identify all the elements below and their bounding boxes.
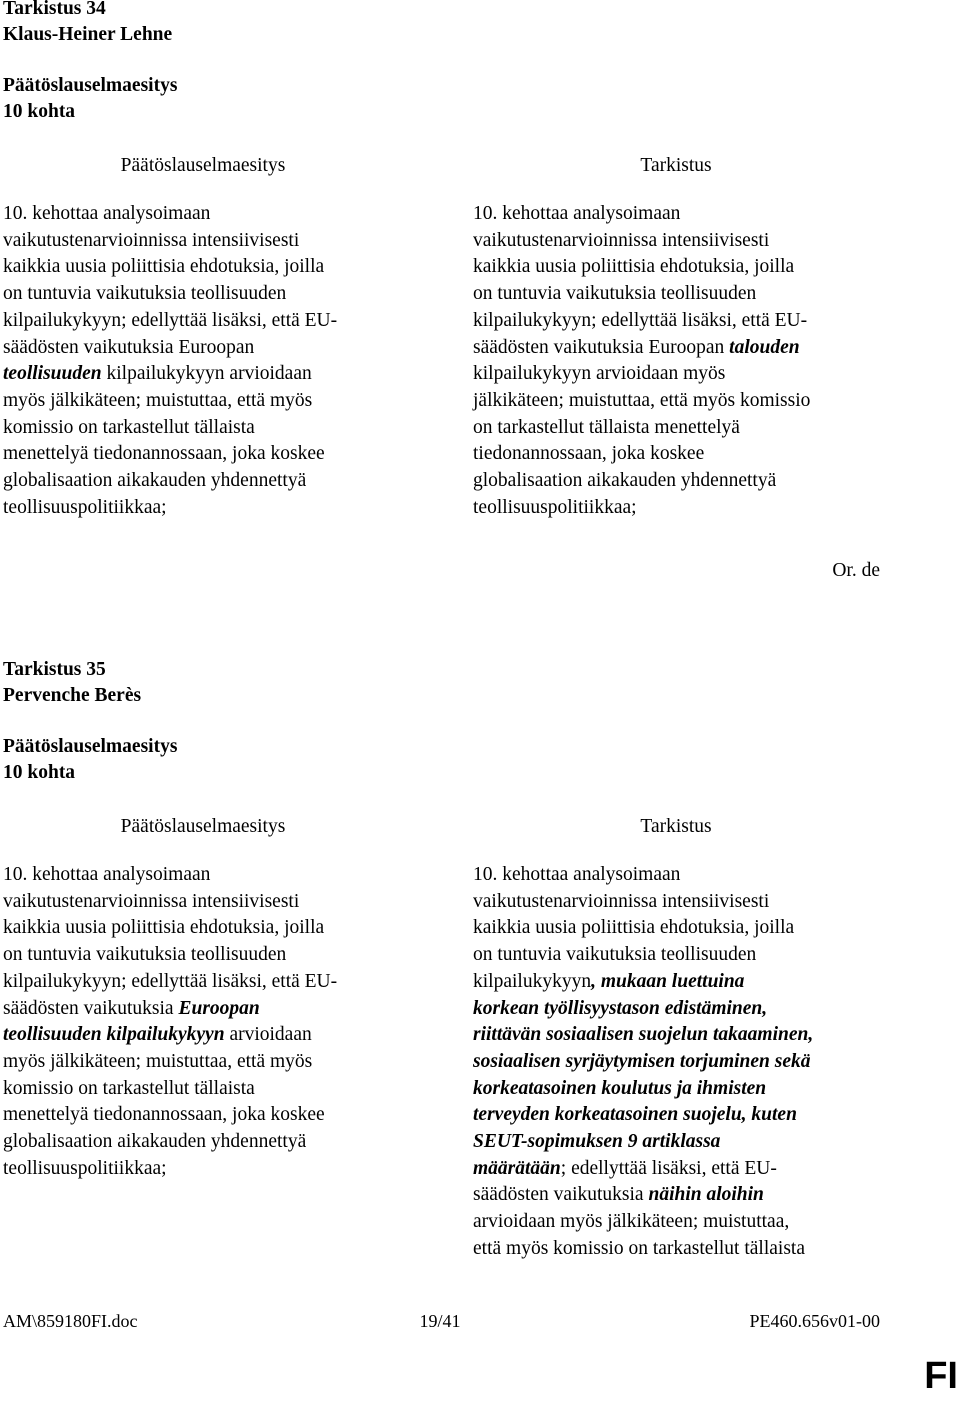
- text-segment: komissio on tarkastellut tällaista: [3, 416, 255, 438]
- text-line: [3, 1102, 337, 1129]
- text-segment: vaikutustenarvioinnissa intensiivisesti: [473, 890, 770, 912]
- text-line: [3, 281, 337, 308]
- text-segment: on tuntuvia vaikutuksia teollisuuden: [473, 283, 757, 305]
- text-segment: teollisuuspolitiikkaa;: [3, 1157, 167, 1179]
- text-line: [473, 308, 810, 335]
- text-line: [3, 862, 337, 889]
- amended-text: teollisuuden kilpailukykyyn: [3, 1024, 225, 1046]
- text-segment: vaikutustenarvioinnissa intensiivisesti: [3, 229, 300, 251]
- text-line: [3, 996, 337, 1023]
- text-line: [473, 468, 810, 495]
- text-line: [3, 388, 337, 415]
- text-segment: kilpailukykyyn; edellyttää lisäksi, että EU-: [473, 309, 808, 331]
- text-segment: ; edellyttää lisäksi, että EU-: [560, 1157, 777, 1179]
- text-line: [473, 1236, 813, 1263]
- text-segment: teollisuuspolitiikkaa;: [473, 496, 637, 518]
- text-line: [473, 996, 813, 1023]
- text-segment: komissio on tarkastellut tällaista: [3, 1077, 255, 1099]
- amended-text: riittävän sosiaalisen suojelun takaaminen,: [473, 1024, 814, 1046]
- text-segment: arvioidaan myös jälkikäteen; muistuttaa,: [473, 1211, 790, 1233]
- text-line: [3, 468, 337, 495]
- text-line: [3, 254, 337, 281]
- text-segment: 10. kehottaa analysoimaan: [473, 864, 681, 885]
- text-line: [473, 201, 810, 228]
- text-line: [3, 441, 337, 468]
- amendment-35-left-header: Päätöslauselmaesitys: [120, 816, 286, 837]
- amended-text: teollisuuden: [3, 363, 102, 385]
- amended-text: , mukaan luettuina: [591, 970, 745, 992]
- text-line: [473, 1076, 813, 1103]
- text-segment: kilpailukykyyn; edellyttää lisäksi, että EU-: [3, 309, 338, 331]
- text-line: [473, 1129, 813, 1156]
- footer-doc-ref: AM\859180FI.doc: [3, 1311, 138, 1331]
- text-segment: 10. kehottaa analysoimaan: [3, 864, 211, 885]
- amendment-35-left-text: [3, 862, 337, 1182]
- text-line: [473, 281, 810, 308]
- amendment-35-right-text: [473, 862, 813, 1263]
- amendment-34-right-header: Tarkistus: [640, 155, 712, 176]
- amended-text: Euroopan: [178, 997, 260, 1019]
- text-line: [3, 1049, 337, 1076]
- text-segment: säädösten vaikutuksia: [473, 1184, 649, 1206]
- amendment-34-origin: Or. de: [832, 560, 880, 581]
- text-line: [3, 308, 337, 335]
- text-segment: arvioidaan: [224, 1024, 312, 1046]
- text-segment: globalisaation aikakauden yhdennettyä: [3, 470, 307, 492]
- text-line: [473, 969, 813, 996]
- amendment-34-author: Klaus-Heiner Lehne: [3, 24, 173, 45]
- text-line: [3, 1022, 337, 1049]
- text-line: [3, 415, 337, 442]
- text-line: [473, 415, 810, 442]
- text-segment: että myös komissio on tarkastellut tällaista: [473, 1237, 805, 1259]
- text-segment: säädösten vaikutuksia Euroopan: [3, 336, 255, 358]
- text-segment: myös jälkikäteen; muistuttaa, että myös: [3, 1050, 313, 1072]
- text-segment: säädösten vaikutuksia Euroopan: [473, 336, 730, 358]
- text-line: [473, 388, 810, 415]
- text-line: [3, 1076, 337, 1103]
- text-line: [3, 228, 337, 255]
- amended-text: sosiaalisen syrjäytymisen torjuminen sekä: [473, 1050, 811, 1072]
- text-line: [3, 969, 337, 996]
- text-line: [3, 1156, 337, 1183]
- footer-pe-ref: PE460.656v01-00: [749, 1311, 880, 1331]
- text-segment: myös jälkikäteen; muistuttaa, että myös: [3, 389, 313, 411]
- text-segment: globalisaation aikakauden yhdennettyä: [3, 1131, 307, 1153]
- amendment-34-point: 10 kohta: [3, 101, 76, 122]
- text-line: [473, 228, 810, 255]
- text-segment: 10. kehottaa analysoimaan: [3, 203, 211, 224]
- text-line: [473, 1102, 813, 1129]
- text-line: [3, 201, 337, 228]
- text-segment: kilpailukykyyn: [473, 970, 592, 992]
- text-segment: teollisuuspolitiikkaa;: [3, 496, 167, 518]
- text-line: [473, 1182, 813, 1209]
- text-line: [473, 889, 813, 916]
- text-line: [473, 1049, 813, 1076]
- amendment-35-title: Tarkistus 35: [3, 659, 106, 680]
- text-line: [3, 361, 337, 388]
- text-segment: on tuntuvia vaikutuksia teollisuuden: [473, 944, 757, 966]
- amendment-35-point: 10 kohta: [3, 762, 76, 783]
- text-line: [3, 942, 337, 969]
- text-line: [3, 495, 337, 522]
- text-segment: on tuntuvia vaikutuksia teollisuuden: [3, 944, 287, 966]
- footer-language-code: FI: [924, 1355, 958, 1397]
- text-line: [473, 495, 810, 522]
- amended-text: SEUT-sopimuksen 9 artiklassa: [473, 1131, 721, 1153]
- text-segment: 10. kehottaa analysoimaan: [473, 203, 681, 224]
- footer-page-number: 19/41: [419, 1311, 461, 1331]
- text-segment: tiedonannossaan, joka koskee: [473, 443, 705, 465]
- text-segment: menettelyä tiedonannossaan, joka koskee: [3, 1104, 325, 1126]
- text-segment: menettelyä tiedonannossaan, joka koskee: [3, 443, 325, 465]
- text-segment: on tuntuvia vaikutuksia teollisuuden: [3, 283, 287, 305]
- amended-text: korkeatasoinen koulutus ja ihmisten: [473, 1077, 767, 1099]
- text-segment: on tarkastellut tällaista menettelyä: [473, 416, 740, 438]
- text-line: [3, 889, 337, 916]
- text-line: [3, 915, 337, 942]
- amended-text: talouden: [729, 336, 800, 358]
- amendment-35-author: Pervenche Berès: [3, 685, 142, 706]
- text-segment: kaikkia uusia poliittisia ehdotuksia, joilla: [3, 917, 325, 939]
- amended-text: näihin aloihin: [648, 1184, 764, 1206]
- amended-text: korkean työllisyystason edistäminen,: [473, 997, 768, 1019]
- text-line: [473, 1209, 813, 1236]
- text-segment: jälkikäteen; muistuttaa, että myös komissio: [473, 389, 811, 411]
- text-segment: säädösten vaikutuksia: [3, 997, 179, 1019]
- text-segment: kilpailukykyyn arvioidaan: [101, 363, 312, 385]
- text-segment: vaikutustenarvioinnissa intensiivisesti: [3, 890, 300, 912]
- amendment-34-left-header: Päätöslauselmaesitys: [120, 155, 286, 176]
- text-line: [473, 1022, 813, 1049]
- text-line: [473, 335, 810, 362]
- text-line: [473, 1156, 813, 1183]
- amended-text: määrätään: [473, 1157, 561, 1179]
- amendment-34-motion-label: Päätöslauselmaesitys: [3, 75, 178, 96]
- amended-text: terveyden korkeatasoinen suojelu, kuten: [473, 1104, 797, 1126]
- text-line: [473, 361, 810, 388]
- text-segment: kilpailukykyyn; edellyttää lisäksi, että EU-: [3, 970, 338, 992]
- text-line: [473, 441, 810, 468]
- amendment-35-motion-label: Päätöslauselmaesitys: [3, 736, 178, 757]
- text-line: [3, 335, 337, 362]
- text-segment: globalisaation aikakauden yhdennettyä: [473, 470, 777, 492]
- amendment-34-left-text: [3, 201, 337, 521]
- text-segment: kaikkia uusia poliittisia ehdotuksia, joilla: [473, 256, 795, 278]
- amendment-34-title: Tarkistus 34: [3, 0, 106, 19]
- text-segment: vaikutustenarvioinnissa intensiivisesti: [473, 229, 770, 251]
- text-line: [473, 254, 810, 281]
- text-segment: kilpailukykyyn arvioidaan myös: [473, 363, 726, 385]
- text-segment: kaikkia uusia poliittisia ehdotuksia, joilla: [473, 917, 795, 939]
- amendment-35-right-header: Tarkistus: [640, 816, 712, 837]
- text-segment: kaikkia uusia poliittisia ehdotuksia, joilla: [3, 256, 325, 278]
- text-line: [473, 942, 813, 969]
- text-line: [3, 1129, 337, 1156]
- text-line: [473, 862, 813, 889]
- text-line: [473, 915, 813, 942]
- amendment-34-right-text: [473, 201, 810, 521]
